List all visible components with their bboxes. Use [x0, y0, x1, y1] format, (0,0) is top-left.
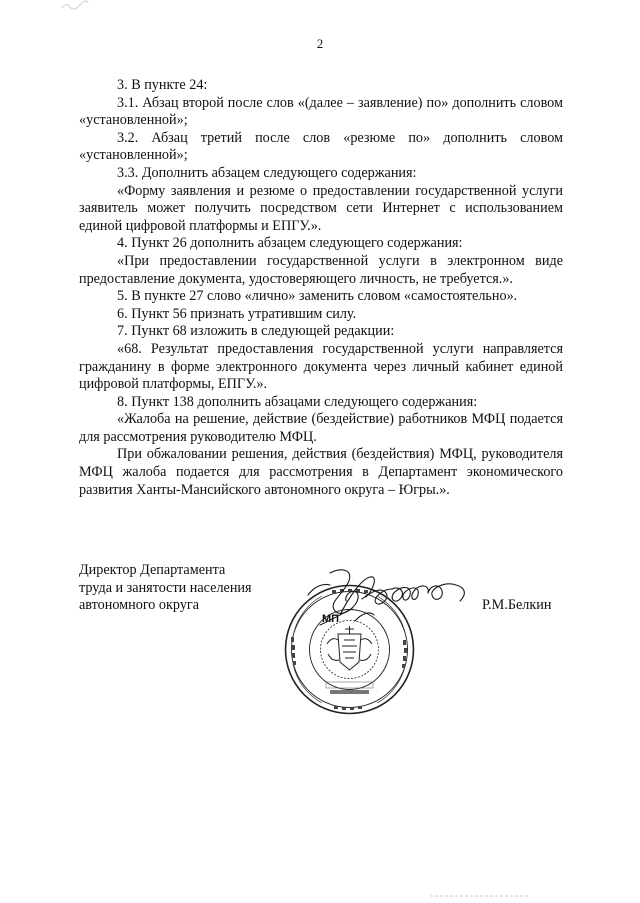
signatory-position-line: автономного округа	[79, 597, 200, 614]
seal-label: МП	[322, 613, 340, 625]
paragraph: 8. Пункт 138 дополнить абзацами следующего содержания:	[117, 393, 478, 410]
paragraph: «Жалоба на решение, действие (бездействие) работников МФЦ подается для рассмотрения руководителю МФЦ.	[79, 411, 563, 445]
paragraph: 3. В пункте 24:	[117, 77, 208, 93]
signatory-name: Р.М.Белкин	[482, 597, 552, 613]
paragraph: «Форму заявления и резюме о предоставлении государственной услуги заявитель может получить посредством сети Интернет с использованием единой цифровой платформы и ЕПГУ.».	[79, 182, 563, 234]
paragraph: «При предоставлении государственной услуги в электронном виде предоставление документа, удостоверяющего личность, не требуется.».	[79, 252, 563, 287]
paragraph: 3.2. Абзац третий после слов «резюме по» дополнить словом «установленной»;	[79, 129, 563, 164]
signatory-position-line: Директор Департамента	[79, 562, 226, 578]
paragraph: 5. В пункте 27 слово «лично» заменить словом «самостоятельно».	[117, 288, 518, 305]
signatory-position-line: труда и занятости населения	[79, 579, 252, 596]
paragraph: 7. Пункт 68 изложить в следующей редакции:	[117, 323, 395, 340]
signatory-position	[79, 562, 279, 615]
scan-artifact	[60, 0, 90, 12]
paragraph: 4. Пункт 26 дополнить абзацем следующего содержания:	[117, 235, 463, 252]
paragraph: 6. Пункт 56 признать утратившим силу.	[117, 305, 357, 322]
document-body	[79, 77, 563, 499]
paragraph: 3.1. Абзац второй после слов «(далее – заявление) по» дополнить словом «установленной»;	[79, 94, 563, 129]
paragraph: «68. Результат предоставления государственной услуги направляется гражданину в форме электронного документа через личный кабинет единой цифровой платформы, ЕПГУ.».	[79, 340, 563, 393]
handwritten-signature	[300, 565, 475, 635]
page-number: 2	[316, 36, 324, 51]
paragraph: 3.3. Дополнить абзацем следующего содержания:	[117, 164, 417, 181]
scan-artifact	[430, 893, 530, 899]
paragraph: При обжаловании решения, действия (бездействия) МФЦ, руководителя МФЦ жалоба подается для рассмотрения в Департамент экономического развития Ханты-Мансийского автономного округа – Югры.».	[79, 446, 563, 498]
